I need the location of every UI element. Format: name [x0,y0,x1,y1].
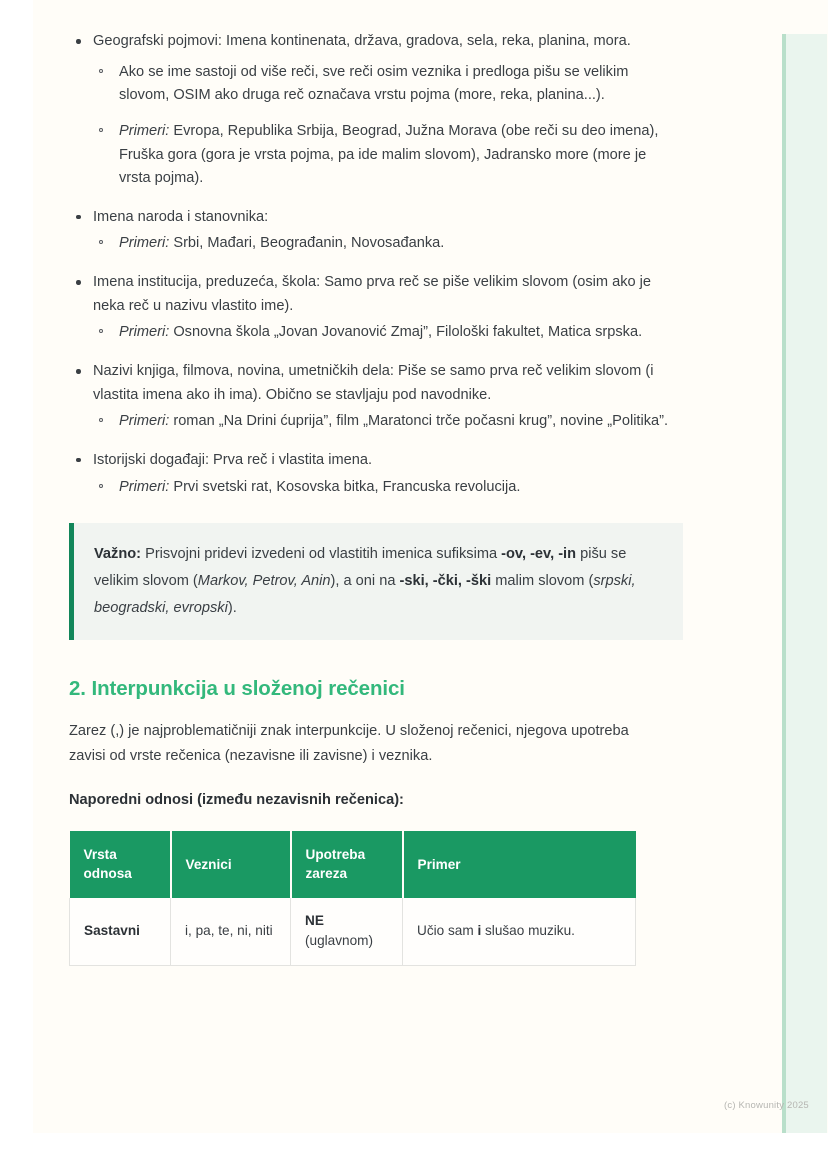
rule-term: Nazivi knjiga, filmova, novina, umetničkih dela: [93,363,394,380]
sub-list-item [93,476,669,500]
rule-text: Piše se samo prva reč velikim slovom (i vlastita imena ako ih ima). Obično se stavljaju pod navodnike. [93,363,654,403]
capitalization-rules-list [69,30,669,499]
table-lead-in: Naporedni odnosi (između nezavisnih rečenica): [69,792,404,809]
sub-list [93,410,669,434]
primer-pre: Učio sam [417,923,478,939]
sub-list-item [93,120,669,191]
callout-text-run: pišu se velikim slovom ( [94,546,627,590]
zarez-value: NE [305,913,324,929]
rule-text: Prva reč i vlastita imena. [209,451,373,468]
callout-italic-run: srpski, beogradski, evropski [94,573,636,617]
callout-bold-run: -ski, -čki, -ški [399,573,492,590]
sub-list-item [93,61,669,108]
rule-text: Samo prva reč se piše velikim slovom (osim ako je neka reč u nazivu vlastito ime). [93,274,652,314]
callout-bold-run: -ov, -ev, -in [501,546,577,563]
conjunction-rules-table [69,831,636,966]
callout-label: Važno: [94,546,142,563]
sub-list-item [93,232,669,256]
sub-list-item [93,410,669,434]
sub-item-text: Srbi, Mađari, Beograđanin, Novosađanka. [169,235,445,252]
sub-item-text: Prvi svetski rat, Kosovska bitka, Francuska revolucija. [169,478,521,495]
table-body [70,898,636,965]
sub-list [93,61,669,191]
callout-text-run: ), a oni na [330,573,400,590]
rule-term: Imena naroda i stanovnika: [93,208,269,225]
sub-list [93,232,669,256]
list-item [69,30,669,191]
cell-vrsta-odnosa: Sastavni [70,898,171,965]
examples-label: Primeri: [119,122,170,139]
section-paragraph: Zarez (,) je najproblematičniji znak interpunkcije. U složenoj rečenici, njegova upotreba zavisi od vrste rečenica (nezavisne ili zavisne) i veznika. [69,722,629,764]
list-item [69,206,669,256]
column-header-vrsta-odnosa: Vrsta odnosa [70,831,171,898]
sub-item-text: Ako se ime sastoji od više reči, sve reči osim veznika i predloga pišu se velikim slovom, OSIM ako druga reč označava vrstu pojma (more, reka, planina...). [119,63,629,104]
important-callout [69,523,683,640]
column-header-veznici: Veznici [171,831,291,898]
examples-label: Primeri: [119,235,170,252]
rule-term: Geografski pojmovi: [93,33,222,49]
list-item [69,271,669,345]
sub-item-text: Osnovna škola „Jovan Jovanović Zmaj”, Filološki fakultet, Matica srpska. [169,324,643,341]
page-title: 2. Interpunkcija u složenoj rečenici [69,677,405,701]
sub-item-text: roman „Na Drini ćuprija”, film „Maratonci trče počasni krug”, novine „Politika”. [169,413,669,430]
rule-term: Imena institucija, preduzeća, škola: [93,274,321,291]
sub-list-item [93,321,669,345]
watermark: (c) Knowunity 2025 [724,1100,809,1111]
cell-veznici: i, pa, te, ni, niti [171,898,291,965]
column-header-upotreba-zareza: Upotreba zareza [291,831,403,898]
rule-term: Istorijski događaji: [93,451,209,468]
right-side-decorative-panel [782,34,827,1133]
callout-italic-run: Markov, Petrov, Anin [197,573,331,590]
column-header-primer: Primer [403,831,636,898]
sub-list [93,321,669,345]
sub-item-text: Evropa, Republika Srbija, Beograd, Južna Morava (obe reči su deo imena), Fruška gora (gora je vrsta pojma, pa ide malim slovom), Jadransko more (more je vrsta pojma). [119,122,659,187]
examples-label: Primeri: [119,324,170,341]
sub-list [93,476,669,500]
callout-body [94,546,636,616]
list-item [69,360,669,434]
callout-text-run: ). [227,600,237,617]
callout-text-run: Prisvojni pridevi izvedeni od vlastitih imenica sufiksima [141,546,502,563]
cell-upotreba-zareza [291,898,403,965]
cell-primer [403,898,636,965]
primer-highlight: i [477,923,482,939]
primer-post: slušao muziku. [481,923,575,939]
table-header [70,831,636,898]
table-header-row [70,831,636,898]
zarez-note: (uglavnom) [305,933,373,949]
examples-label: Primeri: [119,413,170,430]
rule-text: Imena kontinenata, država, gradova, sela, reka, planina, mora. [221,33,631,49]
examples-label: Primeri: [119,478,170,495]
page-sheet [33,0,828,1133]
callout-text-run: malim slovom ( [491,573,594,590]
list-item [69,449,669,499]
table-row [70,898,636,965]
document-content [69,30,669,966]
